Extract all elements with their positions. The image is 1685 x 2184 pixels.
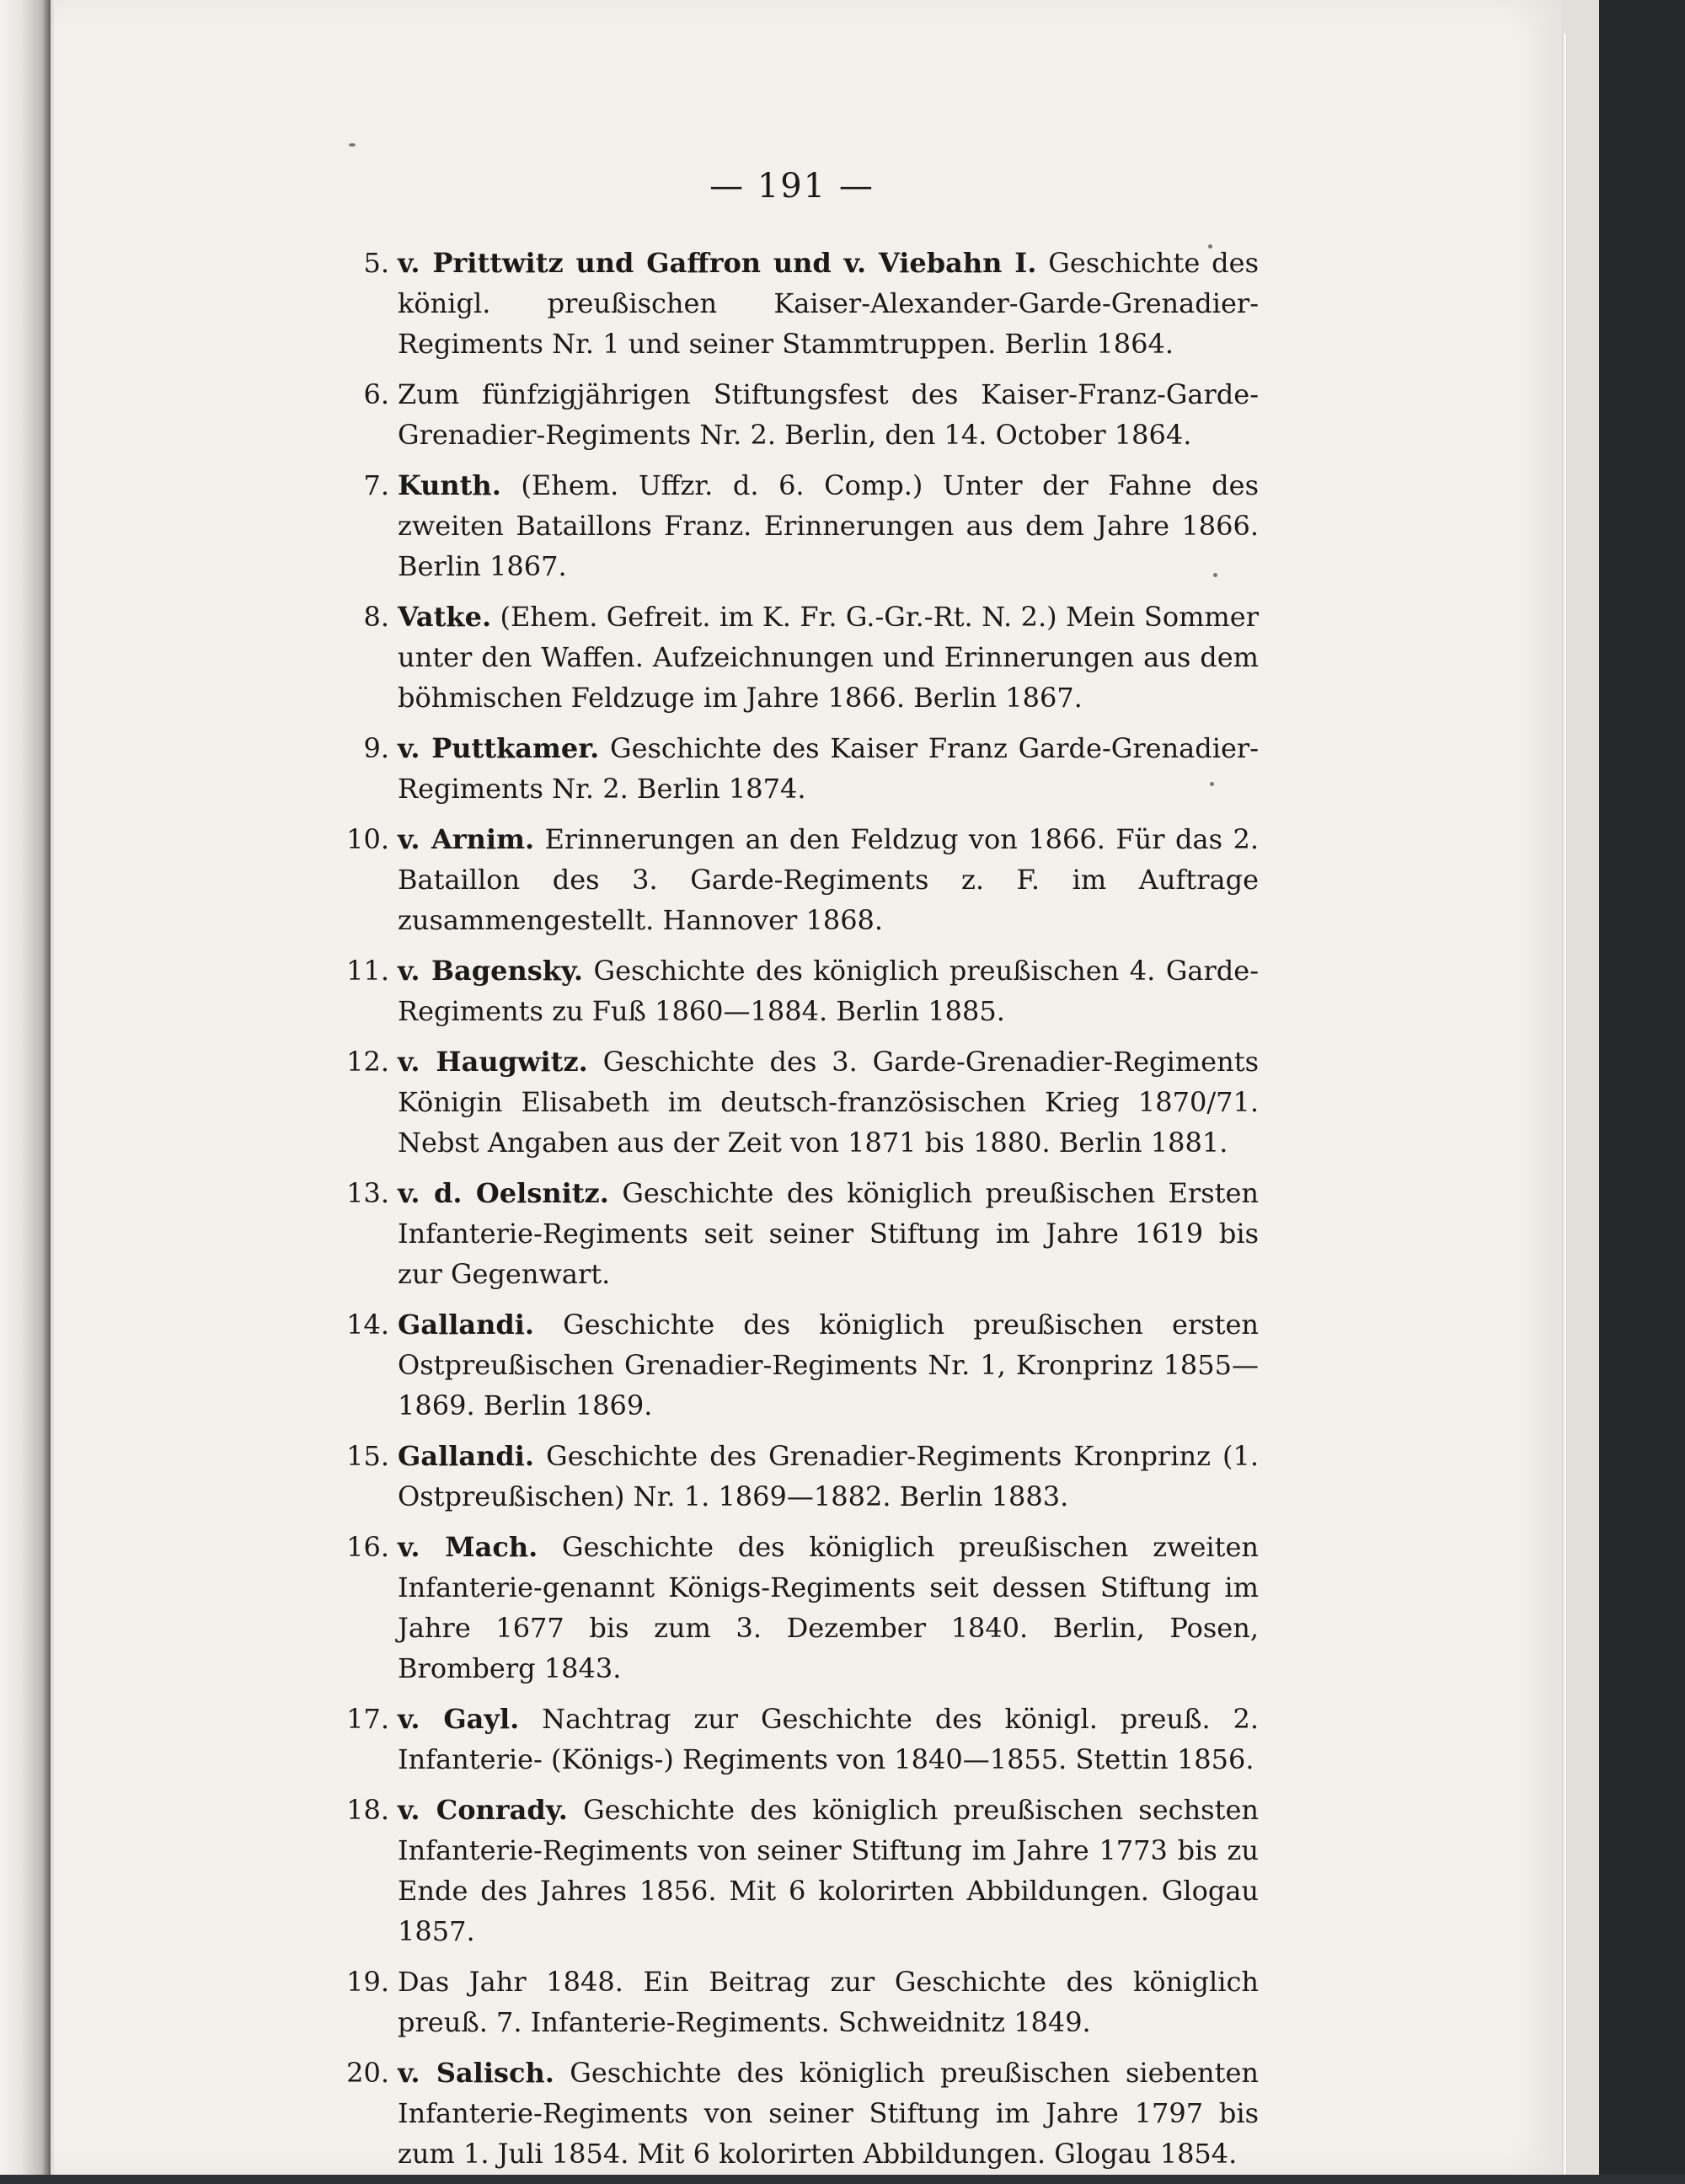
bibliography-entry bbox=[340, 2053, 1259, 2174]
entry-text: Geschichte des 3. Garde-Grenadier-Regiments Königin Elisabeth im deutsch-französischen Krieg 1870/71. Nebst Angaben aus der Zeit von 1871 bis 1880. Berlin 1881. bbox=[398, 1046, 1259, 1159]
bibliography-list bbox=[340, 243, 1259, 2184]
entry-author: Vatke. bbox=[398, 601, 492, 633]
entry-number: 10. bbox=[346, 823, 389, 855]
entry-text: Geschichte des Grenadier-Regiments Kronprinz (1. Ostpreußischen) Nr. 1. 1869—1882. Berlin 1883. bbox=[398, 1440, 1260, 1512]
entry-text: Geschichte des königlich preußischen ersten Ostpreußischen Grenadier-Regiments Nr. 1, Kronprinz 1855—1869. Berlin 1869. bbox=[398, 1309, 1260, 1421]
bibliography-entry bbox=[340, 374, 1259, 455]
entry-author: v. Conrady. bbox=[398, 1794, 568, 1826]
entry-number: 12. bbox=[346, 1046, 389, 1078]
entry-text: Geschichte des königlich preußischen 4. Garde-Regiments zu Fuß 1860—1884. Berlin 1885. bbox=[398, 955, 1259, 1027]
bibliography-entry bbox=[340, 597, 1259, 718]
entry-text: Geschichte des königlich preußischen Ersten Infanterie-Regiments seit seiner Stiftung im Jahre 1619 bis zur Gegenwart. bbox=[398, 1177, 1260, 1290]
entry-text: Nachtrag zur Geschichte des königl. preuß. 2. Infanterie- (Königs-) Regiments von 1840—1855. Stettin 1856. bbox=[398, 1703, 1260, 1775]
bibliography-entry bbox=[340, 950, 1259, 1031]
entry-author: Gallandi. bbox=[398, 1440, 535, 1472]
entry-number: 16. bbox=[346, 1531, 389, 1563]
bibliography-entry bbox=[340, 1527, 1259, 1689]
bibliography-entry bbox=[340, 1304, 1259, 1426]
entry-number: 7. bbox=[363, 469, 389, 501]
entry-text: Geschichte des königl. preußischen Kaiser-Alexander-Garde-Grenadier-Regiments Nr. 1 und seiner Stammtruppen. Berlin 1864. bbox=[398, 247, 1260, 360]
entry-number: 14. bbox=[346, 1309, 389, 1341]
entry-author: v. Prittwitz und Gaffron und v. Viebahn I. bbox=[398, 247, 1037, 279]
entry-author: v. Haugwitz. bbox=[398, 1046, 588, 1078]
entry-author: v. Puttkamer. bbox=[398, 732, 600, 764]
entry-text: Geschichte des Kaiser Franz Garde-Grenadier-Regiments Nr. 2. Berlin 1874. bbox=[398, 732, 1260, 805]
entry-text: Zum fünfzigjährigen Stiftungsfest des Kaiser-Franz-Garde-Grenadier-Regiments Nr. 2. Berlin, den 14. October 1864. bbox=[398, 378, 1259, 451]
entry-number: 20. bbox=[346, 2057, 389, 2089]
entry-number: 19. bbox=[346, 1966, 389, 1998]
entry-number: 9. bbox=[363, 732, 389, 764]
entry-author: v. Bagensky. bbox=[398, 955, 584, 987]
bibliography-entry bbox=[340, 1790, 1259, 1951]
entry-number: 13. bbox=[346, 1177, 389, 1209]
entry-text: Geschichte des königlich preußischen sechsten Infanterie-Regiments von seiner Stiftung im Jahre 1773 bis zu Ende des Jahres 1856. Mit 6 kolorirten Abbildungen. Glogau 1857. bbox=[398, 1794, 1259, 1947]
entry-number: 11. bbox=[346, 955, 389, 987]
bibliography-entry bbox=[340, 1173, 1259, 1294]
entry-text: Geschichte des königlich preußischen zweiten Infanterie-genannt Königs-Regiments seit dessen Stiftung im Jahre 1677 bis zum 3. Dezember 1840. Berlin, Posen, Bromberg 1843. bbox=[398, 1531, 1260, 1684]
book-page bbox=[54, 0, 1562, 2175]
bibliography-entry bbox=[340, 1699, 1259, 1780]
left-page-edge bbox=[0, 0, 52, 2175]
entry-number: 17. bbox=[346, 1703, 389, 1735]
entry-author: Kunth. bbox=[398, 469, 501, 501]
entry-text: Das Jahr 1848. Ein Beitrag zur Geschichte des königlich preuß. 7. Infanterie-Regiments. Schweidnitz 1849. bbox=[398, 1966, 1259, 2038]
bibliography-entry bbox=[340, 819, 1259, 940]
entry-author: v. d. Oelsnitz. bbox=[398, 1177, 609, 1209]
bibliography-entry bbox=[340, 243, 1259, 364]
entry-author: Gallandi. bbox=[398, 1309, 535, 1341]
entry-number: 8. bbox=[363, 601, 389, 633]
bibliography-entry bbox=[340, 728, 1259, 809]
entry-author: v. Gayl. bbox=[398, 1703, 520, 1735]
entry-number: 18. bbox=[346, 1794, 389, 1826]
entry-text: Geschichte des königlich preußischen siebenten Infanterie-Regiments von seiner Stiftung im Jahre 1797 bis zum 1. Juli 1854. Mit 6 kolorirten Abbildungen. Glogau 1854. bbox=[398, 2057, 1260, 2170]
entry-number: 15. bbox=[346, 1440, 389, 1472]
page-number: — 191 — bbox=[709, 167, 875, 206]
entry-text: Erinnerungen an den Feldzug von 1866. Für das 2. Bataillon des 3. Garde-Regiments z. F. im Auftrage zusammengestellt. Hannover 1868. bbox=[398, 823, 1259, 936]
bibliography-entry bbox=[340, 1041, 1259, 1163]
bibliography-entry bbox=[340, 1436, 1259, 1517]
entry-number: 5. bbox=[363, 247, 389, 279]
bibliography-entry bbox=[340, 465, 1259, 586]
entry-text: (Ehem. Uffzr. d. 6. Comp.) Unter der Fahne des zweiten Bataillons Franz. Erinnerungen aus dem Jahre 1866. Berlin 1867. bbox=[398, 469, 1260, 582]
entry-number: 6. bbox=[363, 378, 389, 410]
ink-speck bbox=[349, 143, 356, 147]
entry-author: v. Mach. bbox=[398, 1531, 538, 1563]
entry-text: (Ehem. Gefreit. im K. Fr. G.-Gr.-Rt. N. 2.) Mein Sommer unter den Waffen. Aufzeichnungen und Erinnerungen aus dem böhmischen Feldzuge im Jahre 1866. Berlin 1867. bbox=[398, 601, 1260, 714]
entry-author: v. Arnim. bbox=[398, 823, 535, 855]
entry-author: v. Salisch. bbox=[398, 2057, 554, 2089]
bibliography-entry bbox=[340, 1962, 1259, 2042]
